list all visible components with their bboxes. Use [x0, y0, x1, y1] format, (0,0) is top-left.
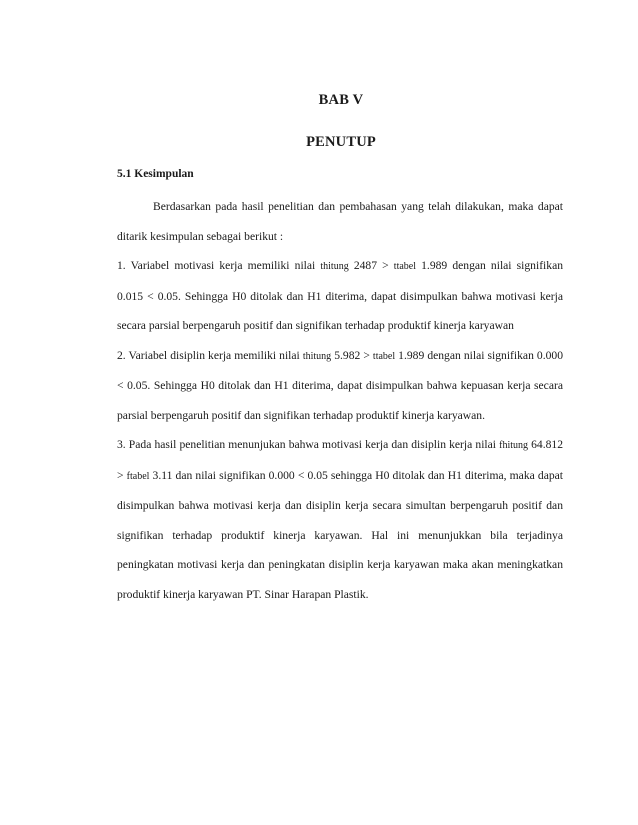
- p3-text-a: 3. Pada hasil penelitian menunjukan bahwa motivasi kerja dan disiplin kerja nilai: [117, 438, 500, 451]
- p1-ttabel: ttabel: [393, 261, 417, 272]
- p3-fhitung: fhitung: [499, 440, 528, 451]
- p2-text-a: 2. Variabel disiplin kerja memiliki nilai: [117, 348, 303, 362]
- p1-text-a: 1. Variabel motivasi kerja memiliki nilai: [117, 259, 321, 272]
- section-heading: 5.1 Kesimpulan: [117, 168, 194, 180]
- conclusion-paragraph-3: [117, 430, 563, 609]
- p2-text-b: 5.982 >: [331, 348, 373, 362]
- p3-text-c: 3.11 dan nilai signifikan 0.000 < 0.05 sehingga H0 ditolak dan H1 diterima, maka dapat disimpulkan bahwa motivasi kerja dan disiplin kerja secara simultan berpengaruh positif dan signifikan terhadap produktif kinerja karyawan. Hal ini menunjukkan bila terjadinya peningkatan motivasi kerja dan peningkatan disiplin kerja karyawan maka akan meningkatkan produktif kinerja karyawan PT. Sinar Harapan Plastik.: [117, 468, 564, 601]
- chapter-title: PENUTUP: [306, 134, 376, 150]
- p3-text-b: 64.812 >: [117, 438, 563, 482]
- p2-text-c: 1.989 dengan nilai signifikan 0.000 < 0.05. Sehingga H0 ditolak dan H1 diterima, dapat disimpulkan bahwa kepuasan kerja secara parsial berpengaruh positif dan signifikan terhadap produktif kinerja karyawan.: [117, 348, 563, 422]
- chapter-number: BAB V: [318, 92, 364, 108]
- conclusion-paragraph-1: [117, 251, 563, 341]
- p1-text-c: 1.989 dengan nilai signifikan 0.015 < 0.05. Sehingga H0 ditolak dan H1 diterima, dapat disimpulkan bahwa motivasi kerja secara parsial berpengaruh positif dan signifikan terhadap produktif kinerja karyawan: [117, 259, 564, 332]
- intro-paragraph: Berdasarkan pada hasil penelitian dan pembahasan yang telah dilakukan, maka dapat ditarik kesimpulan sebagai berikut :: [117, 200, 563, 243]
- p1-thitung: thitung: [320, 261, 349, 272]
- p3-ftabel: ftabel: [126, 470, 150, 482]
- p2-ttabel: ttabel: [372, 350, 396, 362]
- p2-thitung: thitung: [302, 350, 332, 362]
- body-text: [117, 192, 563, 609]
- p1-text-b: 2487 >: [348, 259, 394, 272]
- conclusion-paragraph-2: [117, 341, 563, 431]
